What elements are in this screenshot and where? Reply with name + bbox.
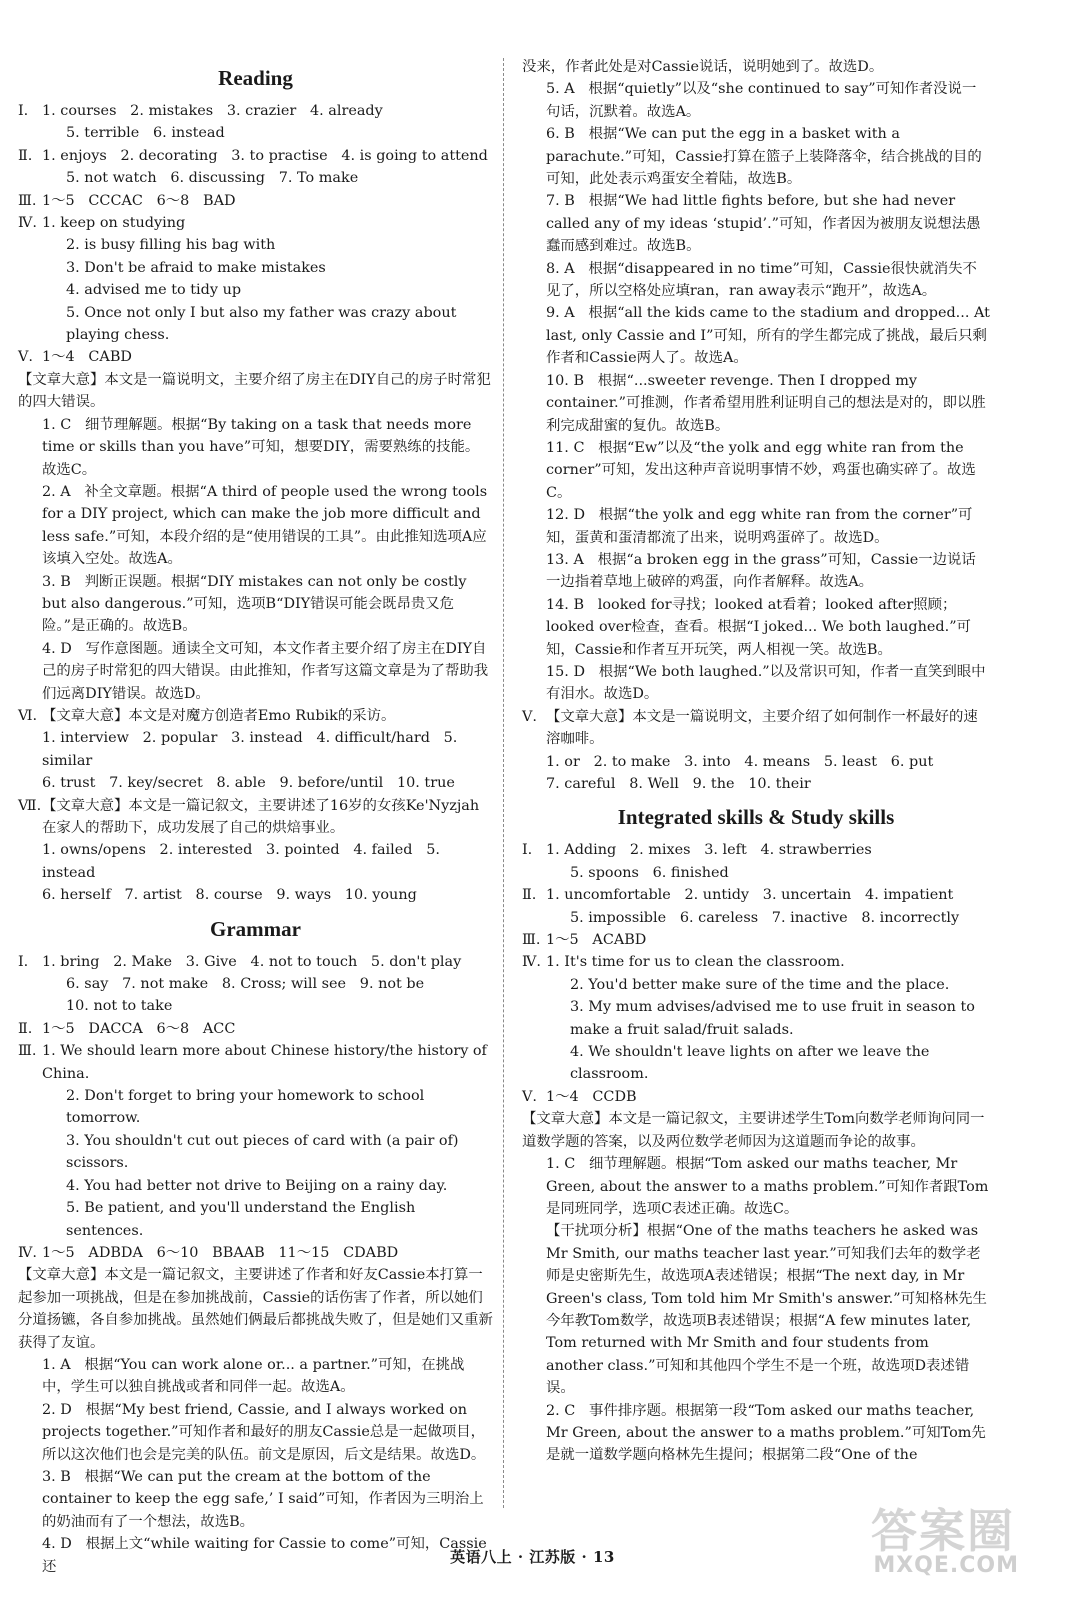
integrated-5-item: 1. C 细节理解题。根据“Tom asked our maths teacher, Mr Green, about the answer to a maths problem.”可知作者跟Tom是同班同学，选项C表述正确。故选C。 [546, 1156, 989, 1217]
reading-part-7: Ⅶ. 【文章大意】本文是一篇记叙文，主要讲述了16岁的女孩Ke'Nyzjah在家人的帮助下，成功发展了自己的烘焙事业。 1. owns/opens 2. interested 3. pointed 4. failed 5. instead 6. herself 7. artist 8. course 9. ways 10. young [18, 797, 480, 904]
reading-5-item: 4. D 写作意图题。通读全文可知，本文作者主要介绍了房主在DIY自己的房子时常犯的四大错误。由此推知，作者写这篇文章是为了帮助我们远离DIY错误。故选D。 [42, 640, 489, 702]
grammar-4-item: 11. C 根据“Ew”以及“the yolk and egg white ran from the corner”可知，发出这种声音说明事情不妙，鸡蛋也确实碎了。故选C。 [546, 439, 976, 501]
section-title-integrated-skills: Integrated skills & Study skills [617, 805, 895, 830]
reading-5-item: 1. C 细节理解题。根据“By taking on a task that needs more time or skills than you have”可知，想要DIY，需要熟练的技能。故选C。 [42, 416, 480, 478]
grammar-part-1: Ⅰ. 1. bring 2. Make 3. Give 4. not to touch 5. don't play 6. say 7. not make 8. Cross; will see 9. not be 10. not to take [18, 953, 462, 1015]
grammar-part-2: Ⅱ. 1～5 DACCA 6～8 ACC [18, 1020, 236, 1037]
reading-part-4: Ⅳ. 1. keep on studying 2. is busy filling his bag with 3. Don't be afraid to make mistakes 4. advised me to tidy up 5. Once not only I but also my father was crazy about playing chess. [18, 215, 461, 344]
watermark-logo [850, 1495, 1025, 1585]
reading-part-2: Ⅱ. 1. enjoys 2. decorating 3. to practise 4. is going to attend 5. not watch 6. discussing 7. To make [18, 147, 488, 187]
reading-part-6: Ⅵ. 【文章大意】本文是对魔方创造者Emo Rubik的采访。 1. interview 2. popular 3. instead 4. difficult/hard 5. similar 6. trust 7. key/secret 8. able 9. before/until 10. true [18, 707, 462, 792]
reading-part-5: Ⅴ. 1～4 CABD [18, 349, 132, 366]
left-column [18, 56, 493, 1578]
grammar-4-item: 5. A 根据“quietly”以及“she continued to say”可知作者没说一句话，沉默着。故选A。 [546, 81, 977, 120]
grammar-part-3: Ⅲ. 1. We should learn more about Chinese history/the history of China. 2. Don't forget to bring your homework to school tomorrow. 3. You shouldn't cut out pieces of card with (a pair of) scissors. 4. You had better not drive to Beijing on a rainy day. 5. Be patient, and you'll understand the English sentences. [18, 1043, 492, 1239]
footer-text: 英语八上 · 江苏版 · 13 [450, 1548, 615, 1566]
grammar-4-item: 14. B looked for寻找；looked at看着；looked after照顾；looked over检查，查看。根据“I joked... We both laughed.”可知，Cassie和作者互开玩笑，两人相视一笑。故选B。 [546, 596, 971, 658]
integrated-5-item: 2. C 事件排序题。根据第一段“Tom asked our maths teacher, Mr Green, about the answer to a maths problem.”可知Tom先是就一道数学题向格林先生提问；根据第二段“One of the [546, 1402, 986, 1464]
grammar-4-summary: 【文章大意】本文是一篇记叙文，主要讲述了作者和好友Cassie本打算一起参加一项挑战，但是在参加挑战前，Cassie的话伤害了作者，所以她们分道扬镳，各自参加挑战。虽然她们俩最后都挑战失败了，但是她们又重新获得了友谊。 [18, 1267, 493, 1351]
grammar-4-item: 9. A 根据“all the kids came to the stadium and dropped... At last, only Cassie and I”可知，所有的学生都完成了挑战，最后只剩作者和Cassie两人了。故选A。 [546, 305, 995, 367]
watermark-url: MXQE.COM [873, 1553, 1019, 1578]
integrated-5-summary: 【文章大意】本文是一篇记叙文，主要讲述学生Tom向数学老师询问同一道数学题的答案，以及两位数学老师因为这道题而争论的故事。 [522, 1111, 985, 1150]
grammar-4-item: 2. D 根据“My best friend, Cassie, and I always worked on projects together.”可知作者和最好的朋友Cassie总是一起做项目，所以这次他们也会是完美的队伍。前文是原因，后文是结果。故选D。 [42, 1401, 486, 1463]
grammar-4-item: 6. B 根据“We can put the egg in a basket with a parachute.”可知，Cassie打算在篮子上装降落伞，结合挑战的目的可知，此处表示鸡蛋安全着陆，故选B。 [546, 126, 982, 188]
grammar-4-item: 1. A 根据“You can work alone or... a partner.”可知，在挑战中，学生可以独自挑战或者和同伴一起。故选A。 [42, 1356, 465, 1396]
section-title-reading: Reading [218, 66, 293, 90]
grammar-4-item: 15. D 根据“We both laughed.”以及常识可知，作者一直笑到眼中有泪水。故选D。 [546, 663, 986, 703]
grammar-part-5: Ⅴ. 【文章大意】本文是一篇说明文，主要介绍了如何制作一杯最好的速溶咖啡。 1. or 2. to make 3. into 4. means 5. least 6. put 7. careful 8. Well 9. the 10. their [522, 708, 978, 792]
reading-part-3: Ⅲ. 1～5 CCCAC 6～8 BAD [18, 192, 236, 209]
grammar-4-item: 10. B 根据“...sweeter revenge. Then I dropped my container.”可推测，作者希望用胜利证明自己的想法是对的，即以胜利完成甜蜜的复仇。故选B。 [546, 372, 986, 434]
column-divider [503, 58, 504, 1508]
right-column [522, 56, 995, 1467]
reading-5-item: 3. B 判断正误题。根据“DIY mistakes can not only be costly but also dangerous.”可知，选项B“DIY错误可能会既昂贵又危险。”是正确的。故选B。 [42, 573, 472, 635]
integrated-part-3: Ⅲ. 1～5 ACABD [522, 932, 647, 949]
grammar-part-4: Ⅳ. 1～5 ADBDA 6～10 BBAAB 11～15 CDABD [18, 1244, 399, 1261]
integrated-part-1: Ⅰ. 1. Adding 2. mixes 3. left 4. strawberries 5. spoons 6. finished [522, 842, 872, 881]
section-title-grammar: Grammar [210, 916, 301, 941]
continued-text: 没来，作者此处是对Cassie说话，说明她到了。故选D。 [522, 59, 884, 75]
watermark-text: 答案圈 [871, 1504, 1015, 1558]
grammar-4-item: 3. B 根据“We can put the cream at the bottom of the container to keep the egg safe,’ I said”可知，作者因为三明治上的奶油而有了一个想法，故选B。 [42, 1468, 484, 1530]
grammar-4-item: 7. B 根据“We had little fights before, but she had never called any of my ideas ‘stupid’.”可知，作者因为被朋友说想法愚蠢而感到难过。故选B。 [546, 193, 981, 255]
integrated-part-5: Ⅴ. 1～4 CCDB [522, 1088, 637, 1105]
reading-5-item: 2. A 补全文章题。根据“A third of people used the wrong tools for a DIY project, which can make the job more difficult and less safe.”可知，本段介绍的是“使用错误的工具”。由此推知选项A应该填入空处。故选A。 [42, 483, 492, 568]
reading-part-1: Ⅰ. 1. courses 2. mistakes 3. crazier 4. already 5. terrible 6. instead [18, 103, 383, 142]
reading-5-summary: 【文章大意】本文是一篇说明文，主要介绍了房主在DIY自己的房子时常犯的四大错误。 [18, 371, 491, 411]
integrated-part-2: Ⅱ. 1. uncomfortable 2. untidy 3. uncertain 4. impatient 5. impossible 6. careless 7. inactive 8. incorrectly [522, 887, 960, 926]
integrated-5-distractor-analysis: 【干扰项分析】根据“One of the maths teachers he asked was Mr Smith, our maths teacher last year.”可知我们去年的数学老师是史密斯先生，故选项A表述错误；根据“The next day, in Mr Green's class, Tom told him Mr Smith's answer.”可知格林先生今年教Tom数学，故选项B表述错误；根据“A few minutes later, Tom returned with Mr Smith and four students from another class.”可知和其他四个学生不是一个班，故选项D表述错误。 [546, 1223, 987, 1397]
grammar-4-item: 13. A 根据“a broken egg in the grass”可知，Cassie一边说话一边指着草地上破碎的鸡蛋，向作者解释。故选A。 [546, 551, 976, 591]
grammar-4-item: 4. D 根据上文“while waiting for Cassie to come”可知，Cassie还 [42, 1536, 487, 1575]
grammar-4-item: 8. A 根据“disappeared in no time”可知，Cassie很快就消失不见了，所以空格处应填ran，ran away表示“跑开”，故选A。 [546, 260, 977, 300]
grammar-4-item: 12. D 根据“the yolk and egg white ran from the corner”可知，蛋黄和蛋清都流了出来，说明鸡蛋碎了。故选D。 [546, 507, 973, 546]
integrated-part-4: Ⅳ. 1. It's time for us to clean the classroom. 2. You'd better make sure of the time and the place. 3. My mum advises/advised me to use fruit in season to make a fruit salad/fruit salads. 4. We shouldn't leave lights on after we leave the classroom. [522, 954, 980, 1083]
